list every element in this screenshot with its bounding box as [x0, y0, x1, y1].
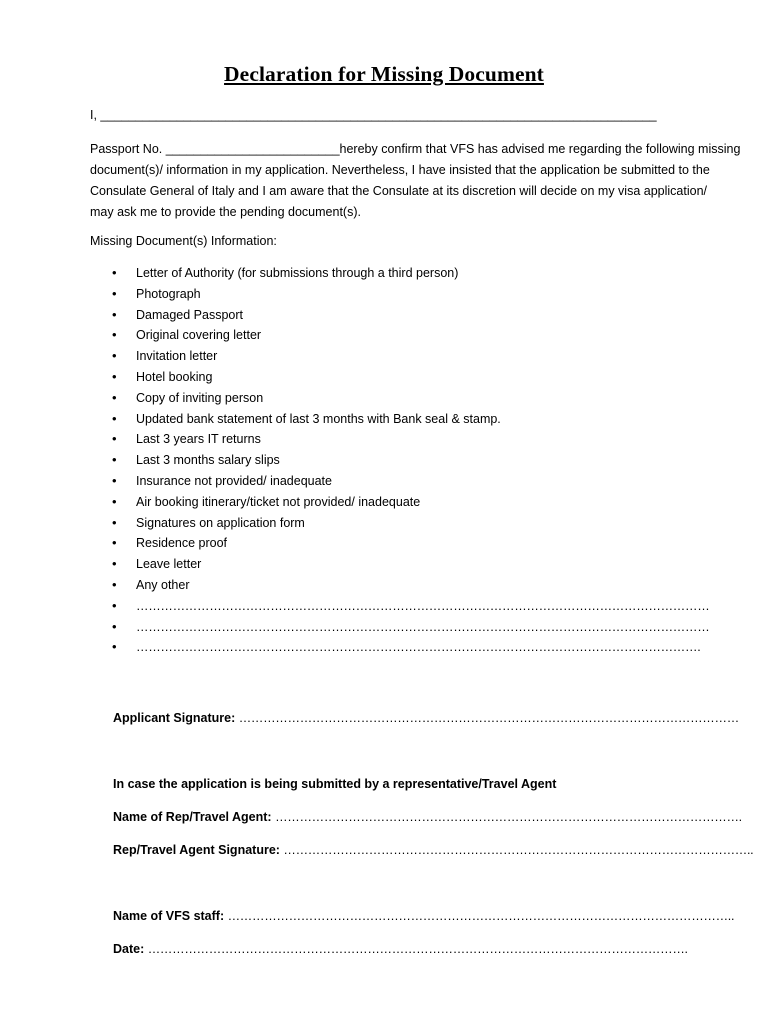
declaration-line: may ask me to provide the pending document(s). — [90, 205, 361, 219]
declaration-line: Passport No. _________________________hereby confirm that VFS has advised me regarding the following missing — [90, 142, 741, 156]
vfs-staff-label: Name of VFS staff: — [113, 909, 228, 923]
vfs-staff-line — [113, 908, 734, 924]
rep-signature-line — [113, 842, 753, 858]
rep-name-line — [113, 809, 742, 825]
declaration-line: Consulate General of Italy and I am aware that the Consulate at its discretion will decide on my visa application/ — [90, 184, 707, 198]
representative-heading: In case the application is being submitted by a representative/Travel Agent — [113, 777, 557, 791]
page-title: Declaration for Missing Document — [224, 62, 544, 86]
date-label: Date: — [113, 942, 148, 956]
rep-signature-label: Rep/Travel Agent Signature: — [113, 843, 284, 857]
rep-name-label: Name of Rep/Travel Agent: — [113, 810, 276, 824]
applicant-name-line: I, ________________________________________________________________________________ — [90, 108, 657, 122]
list-item: • Original covering letter — [112, 327, 709, 348]
list-item: • Damaged Passport — [112, 307, 709, 328]
list-item: • Air booking itinerary/ticket not provided/ inadequate — [112, 494, 709, 515]
declaration-paragraph — [90, 139, 740, 223]
list-item: • Any other — [112, 577, 709, 598]
date-line — [113, 941, 688, 957]
list-item: • Signatures on application form — [112, 515, 709, 536]
list-item: • Photograph — [112, 286, 709, 307]
applicant-signature-line — [113, 710, 739, 726]
list-item: • Copy of inviting person — [112, 390, 709, 411]
declaration-line: document(s)/ information in my application. Nevertheless, I have insisted that the application be submitted to the — [90, 163, 710, 177]
rep-name-blank: ……………………………………………………………………………………………………. — [275, 810, 742, 824]
blank-list-item: • …………………………………………………………………………………………………………………………… — [112, 619, 709, 640]
applicant-signature-blank: …………………………………………………………………………………………………………… — [238, 711, 739, 725]
list-item: • Last 3 months salary slips — [112, 452, 709, 473]
list-item: • Invitation letter — [112, 348, 709, 369]
applicant-signature-label: Applicant Signature: — [113, 711, 239, 725]
list-item: • Leave letter — [112, 556, 709, 577]
list-item: • Updated bank statement of last 3 months with Bank seal & stamp. — [112, 411, 709, 432]
missing-documents-list — [112, 265, 709, 660]
rep-signature-blank: …………………………………………………………………………………………………….. — [283, 843, 754, 857]
blank-list-item: • …………………………………………………………………………………………………………………………… — [112, 598, 709, 619]
list-item: • Residence proof — [112, 535, 709, 556]
missing-documents-label: Missing Document(s) Information: — [90, 234, 277, 248]
list-item: • Insurance not provided/ inadequate — [112, 473, 709, 494]
list-item: • Last 3 years IT returns — [112, 431, 709, 452]
date-blank: ……………………………………………………………………………………………………………………. — [147, 942, 688, 956]
vfs-staff-blank: …………………………………………………………………………………………………………….. — [227, 909, 735, 923]
blank-list-item: • …………………………………………………………………………………………………………………………. — [112, 639, 709, 660]
list-item: • Hotel booking — [112, 369, 709, 390]
list-item: • Letter of Authority (for submissions through a third person) — [112, 265, 709, 286]
